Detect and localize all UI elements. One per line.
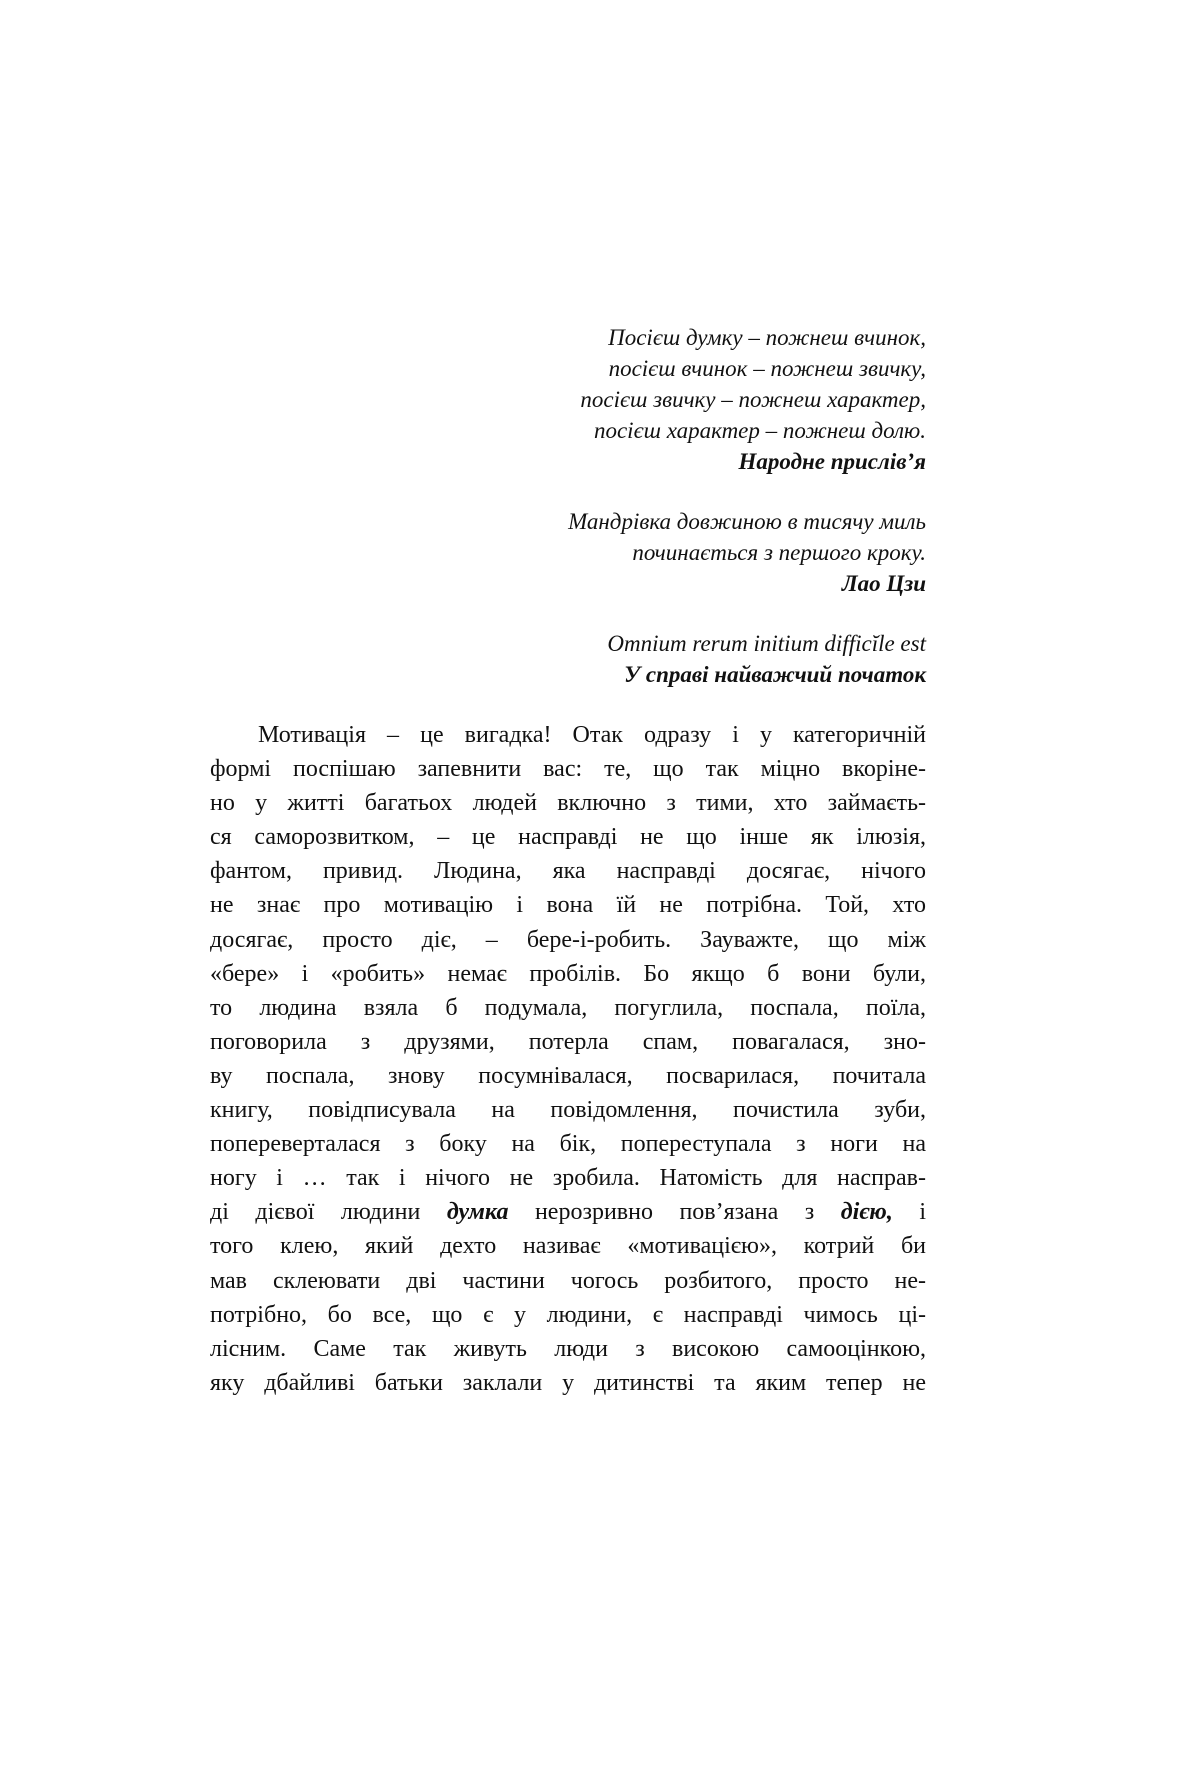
body-line: потрібно, бо все, що є у людини, є насправді чимось ці- (210, 1301, 926, 1328)
body-line-with-emphasis (210, 1195, 926, 1229)
epigraph-source: Лао Цзи (841, 571, 926, 596)
epigraph-line: посієш характер – пожнеш долю. (593, 418, 926, 443)
body-line: яку дбайливі батьки заклали у дитинстві та яким тепер не (210, 1369, 926, 1396)
body-line: лісним. Саме так живуть люди з високою самооцінкою, (210, 1335, 926, 1362)
epigraph-source: Народне прислів’я (738, 449, 926, 474)
emphasis-action: дією, (840, 1199, 893, 1226)
body-line: формі поспішаю запевнити вас: те, що так міцно вкоріне- (210, 756, 926, 783)
epigraph-line: посієш звичку – пожнеш характер, (580, 387, 926, 412)
epigraph-lao-tzu (210, 506, 926, 599)
body-line: мав склеювати дві частини чогось розбитого, просто не- (210, 1267, 926, 1294)
body-line: того клею, який дехто називає «мотивацією», котрий би (210, 1233, 926, 1260)
emphasis-thought: думка (446, 1199, 509, 1226)
epigraph-line: Мандрівка довжиною в тисячу миль (568, 509, 926, 534)
epigraph-line: Посієш думку – пожнеш вчинок, (608, 325, 926, 350)
body-text-run: і (892, 1199, 926, 1226)
body-line: Мотивація – це вигадка! Отак одразу і у категоричній (258, 722, 926, 748)
body-line: то людина взяла б подумала, погуглила, поспала, поїла, (210, 994, 926, 1021)
epigraph-line: починається з першого кроку. (632, 540, 926, 565)
body-text-run: ді дієвої людини (210, 1199, 447, 1226)
epigraph-latin (210, 628, 926, 690)
body-line: не знає про мотивацію і вона їй не потрібна. Той, хто (210, 892, 926, 919)
body-line: фантом, привид. Людина, яка насправді досягає, нічого (210, 858, 926, 885)
body-line: ву поспала, знову посумнівалася, посварилася, почитала (210, 1062, 926, 1089)
epigraph-folk-proverb (210, 322, 926, 477)
body-paragraph (210, 718, 926, 1400)
body-line: поговорила з друзями, потерла спам, повагалася, зно- (210, 1028, 926, 1055)
body-line: ногу і … так і нічого не зробила. Натомість для насправ- (210, 1165, 926, 1192)
body-line: книгу, повідписувала на повідомлення, почистила зуби, (210, 1097, 926, 1124)
epigraphs-block (210, 322, 926, 690)
body-line: «бере» і «робить» немає пробілів. Бо якщо б вони були, (210, 960, 926, 987)
epigraph-source: У справі найважчий початок (624, 662, 926, 687)
body-line: досягає, просто діє, – бере-і-робить. Зауважте, що між (210, 926, 926, 953)
epigraph-line: посієш вчинок – пожнеш звичку, (608, 356, 926, 381)
body-line: попереверталася з боку на бік, попереступала з ноги на (210, 1131, 926, 1158)
body-line: но у житті багатьох людей включно з тими, хто займаєть- (210, 790, 926, 817)
epigraph-line: Omnium rerum initium difficĭle est (607, 631, 926, 656)
body-line: ся саморозвитком, – це насправді не що інше як ілюзія, (210, 824, 926, 851)
body-text-run: нерозривно пов’язана з (508, 1199, 841, 1226)
